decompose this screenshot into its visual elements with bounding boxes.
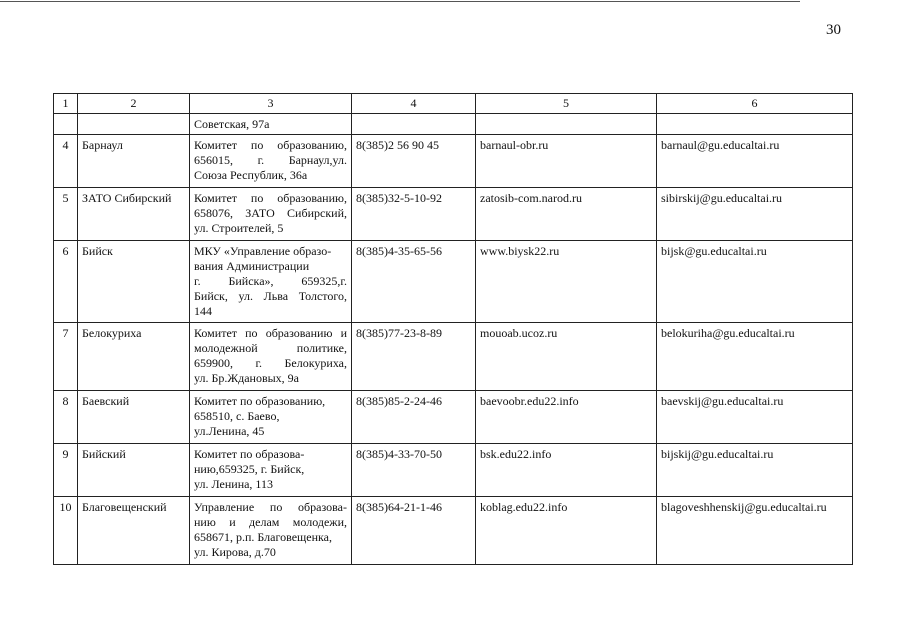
cell-organization: [190, 323, 352, 391]
org-line: Управление по образова-: [194, 500, 347, 514]
cell-empty: [657, 114, 853, 135]
cell-empty: [476, 114, 657, 135]
org-line: 659900, г. Белокуриха,: [194, 356, 347, 370]
cell-number: 5: [54, 188, 78, 241]
cell-district: Барнаул: [78, 135, 190, 188]
org-line: ул. Ленина, 113: [194, 477, 273, 491]
cell-number: 8: [54, 391, 78, 444]
cell-email: barnaul@gu.educaltai.ru: [657, 135, 853, 188]
cell-website: www.biysk22.ru: [476, 241, 657, 323]
org-line: ул. Кирова, д.70: [194, 545, 276, 559]
cell-email: bijsk@gu.educaltai.ru: [657, 241, 853, 323]
org-line: Комитет по образованию,: [194, 191, 347, 205]
org-line: нию и делам молодежи,: [194, 515, 347, 529]
cell-number: 9: [54, 444, 78, 497]
education-authorities-table: [53, 93, 853, 565]
org-line: Союза Республик, 36а: [194, 168, 308, 182]
cell-phone: 8(385)64-21-1-46: [352, 497, 476, 565]
org-line: г. Бийска», 659325,г.: [194, 274, 347, 288]
cell-phone: 8(385)85-2-24-46: [352, 391, 476, 444]
cell-phone: 8(385)2 56 90 45: [352, 135, 476, 188]
column-header: 5: [476, 94, 657, 114]
cell-website: barnaul-obr.ru: [476, 135, 657, 188]
cell-district: Белокуриха: [78, 323, 190, 391]
cell-phone: 8(385)4-33-70-50: [352, 444, 476, 497]
column-header: 6: [657, 94, 853, 114]
org-line: 658076, ЗАТО Сибирский,: [194, 206, 347, 220]
org-line: ул.Ленина, 45: [194, 424, 265, 438]
cell-website: bsk.edu22.info: [476, 444, 657, 497]
page-number: 30: [826, 22, 841, 38]
org-line: Комитет по образова-: [194, 447, 305, 461]
cell-organization: [190, 497, 352, 565]
cell-empty: [54, 114, 78, 135]
org-line: Комитет по образованию,: [194, 138, 347, 152]
table-row: [54, 444, 853, 497]
cell-email: sibirskij@gu.educaltai.ru: [657, 188, 853, 241]
org-line: ул. Бр.Ждановых, 9а: [194, 371, 300, 385]
org-line: Бийск, ул. Льва Толстого,: [194, 289, 347, 303]
cell-email: bijskij@gu.educaltai.ru: [657, 444, 853, 497]
cell-district: ЗАТО Сибирский: [78, 188, 190, 241]
column-number-row: [54, 94, 853, 114]
cell-organization: [190, 241, 352, 323]
org-line: ул. Строителей, 5: [194, 221, 284, 235]
table-row: [54, 391, 853, 444]
top-rule: [0, 1, 800, 2]
cell-phone: 8(385)4-35-65-56: [352, 241, 476, 323]
table-row: [54, 497, 853, 565]
continued-row: [54, 114, 853, 135]
column-header: 4: [352, 94, 476, 114]
cell-email: blagoveshhenskij@gu.educaltai.ru: [657, 497, 853, 565]
cell-organization: [190, 444, 352, 497]
cell-website: mouoab.ucoz.ru: [476, 323, 657, 391]
cell-email: baevskij@gu.educaltai.ru: [657, 391, 853, 444]
org-line: молодежной политике,: [194, 341, 347, 355]
cell-district: Баевский: [78, 391, 190, 444]
org-line: Комитет по образованию и: [194, 326, 347, 340]
org-line: вания Администрации: [194, 259, 310, 273]
table-row: [54, 323, 853, 391]
cell-empty: [78, 114, 190, 135]
org-line: Комитет по образованию,: [194, 394, 326, 408]
cell-email: belokuriha@gu.educaltai.ru: [657, 323, 853, 391]
cell-organization: [190, 391, 352, 444]
column-header: 3: [190, 94, 352, 114]
cell-number: 6: [54, 241, 78, 323]
cell-address: Советская, 97а: [190, 114, 352, 135]
cell-number: 7: [54, 323, 78, 391]
cell-phone: 8(385)77-23-8-89: [352, 323, 476, 391]
cell-organization: [190, 135, 352, 188]
table-row: [54, 188, 853, 241]
cell-number: 4: [54, 135, 78, 188]
org-line: 658510, с. Баево,: [194, 409, 280, 423]
cell-website: zatosib-com.narod.ru: [476, 188, 657, 241]
column-header: 2: [78, 94, 190, 114]
column-header: 1: [54, 94, 78, 114]
org-line: нию,659325, г. Бийск,: [194, 462, 305, 476]
cell-district: Бийск: [78, 241, 190, 323]
org-line: 656015, г. Барнаул,ул.: [194, 153, 347, 167]
cell-website: baevoobr.edu22.info: [476, 391, 657, 444]
cell-district: Бийский: [78, 444, 190, 497]
org-line: 658671, р.п. Благовещенка,: [194, 530, 332, 544]
cell-organization: [190, 188, 352, 241]
cell-district: Благовещенский: [78, 497, 190, 565]
cell-phone: 8(385)32-5-10-92: [352, 188, 476, 241]
cell-number: 10: [54, 497, 78, 565]
org-line: МКУ «Управление образо-: [194, 244, 332, 258]
table-row: [54, 241, 853, 323]
cell-website: koblag.edu22.info: [476, 497, 657, 565]
table-row: [54, 135, 853, 188]
cell-empty: [352, 114, 476, 135]
org-line: 144: [194, 304, 212, 318]
